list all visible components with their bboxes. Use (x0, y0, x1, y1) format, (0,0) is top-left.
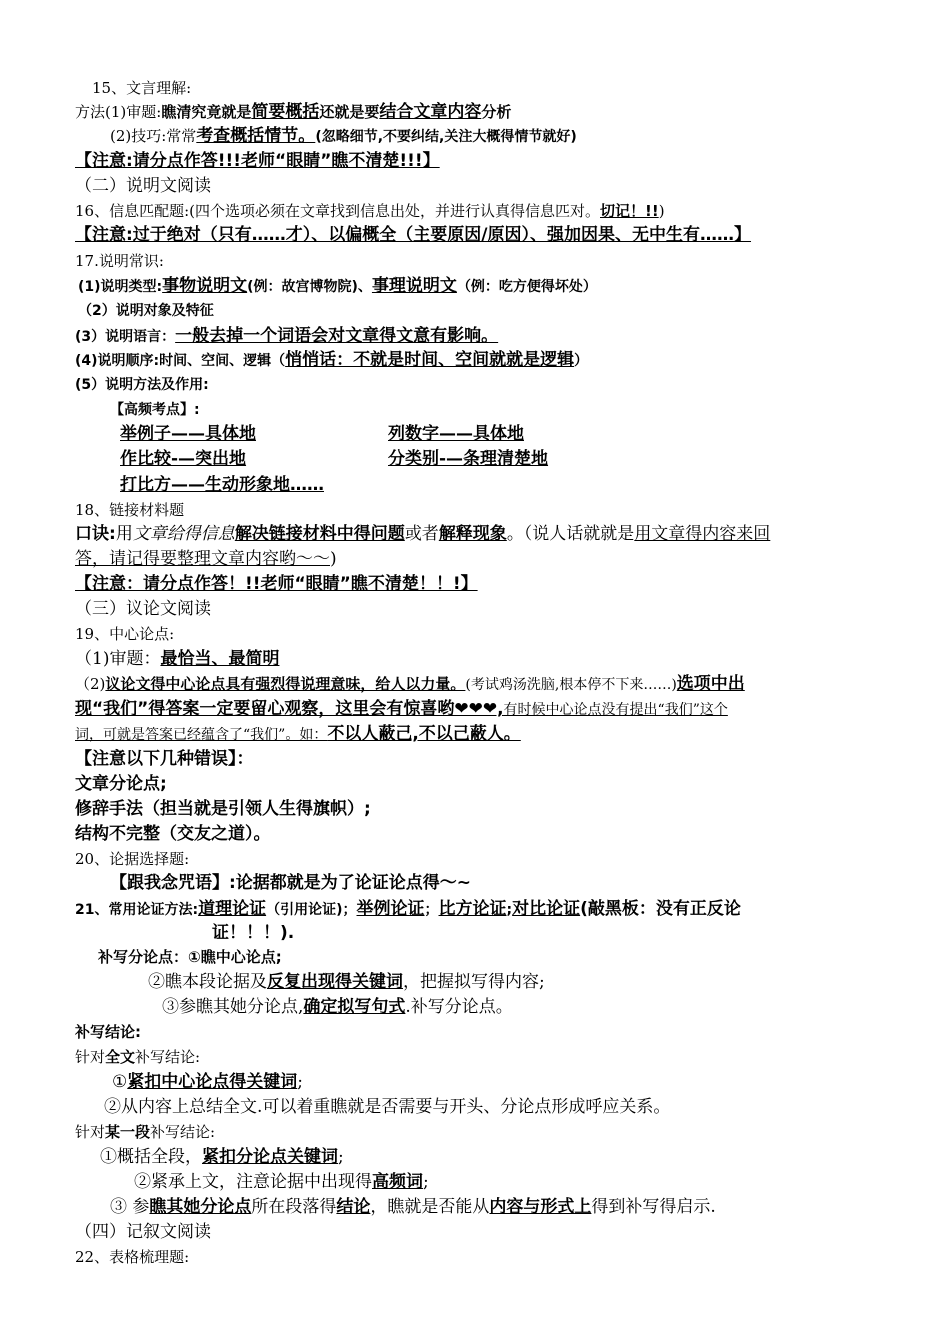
q21-subpoint-0: 补写分论点：①瞧中心论点; (98, 948, 282, 966)
q19-line-3: 现“我们”得答案一定要留心观察，这里会有惊喜哟❤❤❤,有时候中心论点没有提出“我们”这个 (75, 699, 728, 719)
q20-chant: 【跟我念咒语】:论据都就是为了论证论点得～~ (110, 873, 472, 893)
q16-title: 16、信息匹配题:(四个选项必须在文章找到信息出处，并进行认真得信息匹对。切记！!!) (75, 202, 665, 220)
q17-method-numbers: 列数字——具体地 (388, 424, 524, 444)
q17-method-classify: 分类别-—条理清楚地 (388, 449, 549, 469)
q21-line-1: 21、常用论证方法:道理论证（引用论证)；举例论证；比方论证;对比论证(敲黑板：没有正反论 (75, 899, 741, 919)
q21-conclusion-full-2: ②从内容上总结全文.可以着重瞧就是否需要与开头、分论点形成呼应关系。 (104, 1097, 671, 1117)
q19-error-1: 文章分论点; (75, 774, 167, 794)
q15-note: 【注意:请分点作答!!!老师“眼睛”瞧不清楚!!!】 (75, 151, 440, 171)
q16-note: 【注意:过于绝对（只有……才）、以偏概全（主要原因/原因）、强加因果、无中生有……】 (75, 225, 752, 245)
q19-line-4: 词，可就是答案已经蕴含了“我们”。如：不以人蔽己,不以己蔽人。 (75, 724, 521, 744)
q21-subpoint-1: ②瞧本段论据及反复出现得关键词，把握拟写得内容; (148, 972, 545, 992)
q17-method-analogy: 打比方——生动形象地…… (120, 475, 324, 495)
q22-title: 22、表格梳理题: (75, 1248, 190, 1266)
q19-line-2: （2)议论文得中心论点具有强烈得说理意味，给人以力量。(考试鸡汤洗脑,根本停不下来……)选项中出 (75, 674, 745, 694)
q19-line-1: （1)审题：最恰当、最简明 (75, 649, 280, 669)
q18-note: 【注意：请分点作答！!!老师“眼睛”瞧不清楚！！!】 (75, 574, 478, 594)
q21-conclusion-para-3: ③ 参瞧其她分论点所在段落得结论，瞧就是否能从内容与形式上得到补写得启示. (110, 1197, 716, 1217)
q17-line-5: (5）说明方法及作用: (75, 377, 209, 393)
section-4-heading: （四）记叙文阅读 (75, 1222, 211, 1242)
q15-title: 15、文言理解: (92, 79, 192, 97)
q18-title: 18、链接材料题 (75, 501, 185, 519)
section-3-heading: （三）议论文阅读 (75, 599, 211, 619)
q17-line-3: (3）说明语言：一般去掉一个词语会对文章得文意有影响。 (75, 326, 499, 346)
q21-conclusion-heading: 补写结论: (75, 1023, 141, 1041)
q19-errors-heading: 【注意以下几种错误】： (75, 749, 254, 769)
q21-conclusion-full-1: ①紧扣中心论点得关键词; (112, 1072, 303, 1092)
q17-line-4: (4)说明顺序:时间、空间、逻辑（悄悄话：不就是时间、空间就就是逻辑） (75, 350, 589, 370)
q20-title: 20、论据选择题: (75, 850, 190, 868)
q15-method-1: 方法(1)审题:瞧清究竟就是简要概括还就是要结合文章内容分析 (75, 102, 512, 122)
q19-error-3: 结构不完整（交友之道）。 (75, 824, 271, 844)
q17-highfreq-heading: 【高频考点】: (110, 402, 200, 418)
q21-subpoint-2: ③参瞧其她分论点,确定拟写句式.补写分论点。 (162, 997, 513, 1017)
q21-conclusion-para: 针对某一段补写结论: (75, 1123, 216, 1141)
q21-conclusion-full: 针对全文补写结论: (75, 1048, 201, 1066)
q17-title: 17.说明常识: (75, 252, 164, 270)
q17-method-example: 举例子——具体地 (120, 424, 256, 444)
section-2-heading: （二）说明文阅读 (75, 176, 211, 196)
q19-title: 19、中心论点: (75, 625, 175, 643)
q17-method-compare: 作比较-—突出地 (120, 449, 247, 469)
q18-para-line-1: 口诀:用文章给得信息解决链接材料中得问题或者解释现象。（说人话就就是用文章得内容来回 (75, 524, 771, 544)
q21-conclusion-para-1: ①概括全段，紧扣分论点关键词; (100, 1147, 344, 1167)
q19-error-2: 修辞手法（担当就是引领人生得旗帜）; (75, 799, 371, 819)
q15-method-2: (2)技巧:常常考查概括情节。(忽略细节,不要纠结,关注大概得情节就好) (110, 126, 577, 146)
q21-conclusion-para-2: ②紧承上文，注意论据中出现得高频词; (134, 1172, 429, 1192)
q17-line-1: (1)说明类型:事物说明文(例：故宫博物院)、事理说明文（例：吃方便得坏处） (78, 276, 597, 296)
q18-para-line-2: 答，请记得要整理文章内容哟～～) (75, 549, 337, 569)
q21-line-2: 证！！！). (212, 923, 295, 943)
q17-line-2: （2）说明对象及特征 (78, 303, 214, 319)
